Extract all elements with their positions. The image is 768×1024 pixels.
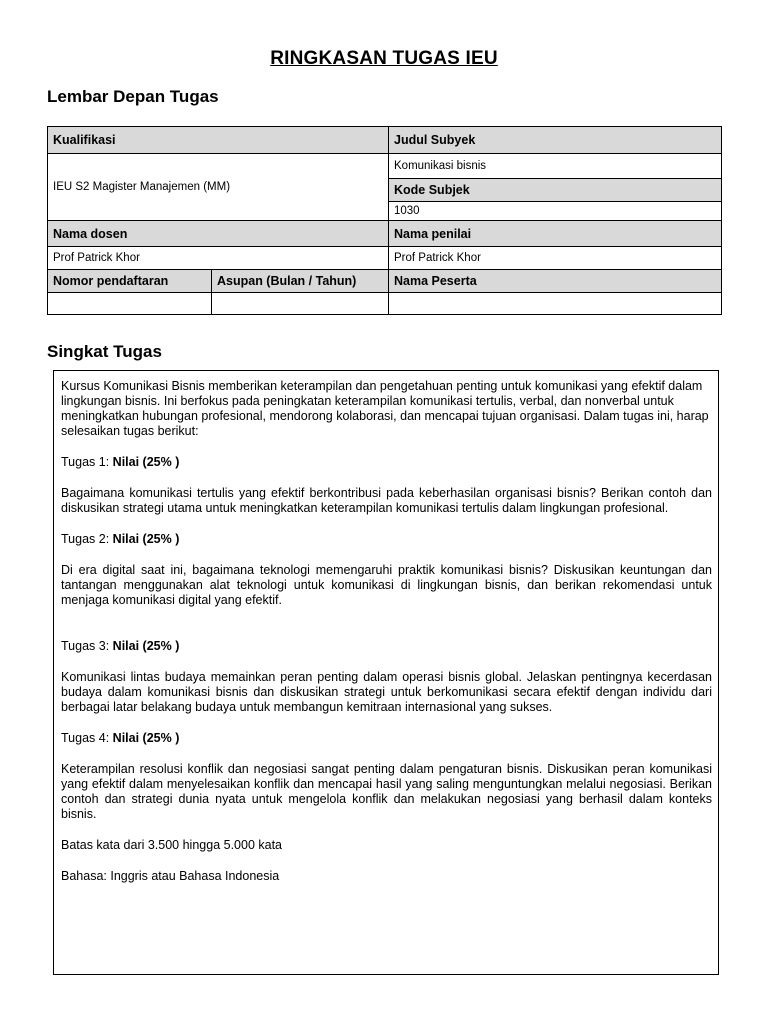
nama-dosen-label: Nama dosen xyxy=(48,221,389,246)
task-3-header xyxy=(61,639,712,654)
nomor-pendaftaran-value[interactable] xyxy=(48,292,212,314)
kualifikasi-label: Kualifikasi xyxy=(48,127,389,154)
task-1-label: Tugas 1: xyxy=(61,455,110,469)
task-4-text: Keterampilan resolusi konflik dan negosiasi sangat penting dalam pengaturan bisnis. Diskusikan peran komunikasi yang efektif dalam menyelesaikan konflik dan mencapai hasil yang saling menguntungkan melalui negosiasi. Berikan contoh dan strategi dunia nyata untuk mengelola konflik dan melakukan negosiasi yang berhasil dalam konteks bisnis. xyxy=(61,762,712,821)
task-3-score: Nilai (25% ) xyxy=(112,639,180,653)
task-4-score: Nilai (25% ) xyxy=(112,731,180,745)
asupan-value[interactable] xyxy=(212,292,389,314)
task-4-label: Tugas 4: xyxy=(61,731,110,745)
task-2-label: Tugas 2: xyxy=(61,532,110,546)
assignment-brief-box xyxy=(53,370,719,975)
task-2-header xyxy=(61,532,712,547)
word-limit: Batas kata dari 3.500 hingga 5.000 kata xyxy=(61,838,282,852)
cover-sheet-heading: Lembar Depan Tugas xyxy=(47,87,219,106)
brief-intro: Kursus Komunikasi Bisnis memberikan keterampilan dan pengetahuan penting untuk komunikasi yang efektif dalam lingkungan bisnis. Ini berfokus pada peningkatan keterampilan komunikasi tertulis, verbal, dan nonverbal untuk meningkatkan hubungan profesional, mendorong kolaborasi, dan mencapai tujuan organisasi. Dalam tugas ini, harap selesaikan tugas berikut: xyxy=(61,379,709,438)
task-1-score: Nilai (25% ) xyxy=(112,455,180,469)
nama-peserta-value[interactable] xyxy=(389,292,722,314)
asupan-label: Asupan (Bulan / Tahun) xyxy=(212,269,389,292)
kualifikasi-value: IEU S2 Magister Manajemen (MM) xyxy=(48,154,389,221)
nomor-pendaftaran-label: Nomor pendaftaran xyxy=(48,269,212,292)
task-2-text: Di era digital saat ini, bagaimana teknologi memengaruhi praktik komunikasi bisnis? Diskusikan keuntungan dan tantangan menggunakan alat teknologi untuk komunikasi di lingkungan bisnis, dan berikan rekomendasi untuk menjaga komunikasi digital yang efektif. xyxy=(61,563,712,607)
judul-subyek-value: Komunikasi bisnis xyxy=(389,154,722,179)
nama-penilai-label: Nama penilai xyxy=(389,221,722,246)
kode-subjek-value: 1030 xyxy=(389,202,722,221)
document-title: RINGKASAN TUGAS IEU xyxy=(270,48,498,69)
nama-penilai-value: Prof Patrick Khor xyxy=(389,246,722,269)
task-3-text: Komunikasi lintas budaya memainkan peran penting dalam operasi bisnis global. Jelaskan pentingnya kecerdasan budaya dalam komunikasi bisnis dan diskusikan strategi untuk berkomunikasi secara efektif dengan individu dari berbagai latar belakang budaya untuk membangun kemitraan internasional yang sukses. xyxy=(61,670,712,714)
task-1-header xyxy=(61,455,712,470)
kode-subjek-label: Kode Subjek xyxy=(389,179,722,202)
nama-peserta-label: Nama Peserta xyxy=(389,269,722,292)
judul-subyek-label: Judul Subyek xyxy=(389,127,722,154)
task-3-label: Tugas 3: xyxy=(61,639,110,653)
task-1-text: Bagaimana komunikasi tertulis yang efektif berkontribusi pada keberhasilan organisasi bisnis? Berikan contoh dan diskusikan strategi utama untuk meningkatkan keterampilan komunikasi tertulis dalam lingkungan profesional. xyxy=(61,486,712,515)
task-2-score: Nilai (25% ) xyxy=(112,532,180,546)
cover-sheet-table xyxy=(47,126,722,315)
nama-dosen-value: Prof Patrick Khor xyxy=(48,246,389,269)
language-requirement: Bahasa: Inggris atau Bahasa Indonesia xyxy=(61,869,280,883)
assignment-brief-heading: Singkat Tugas xyxy=(47,342,162,361)
task-4-header xyxy=(61,731,712,746)
